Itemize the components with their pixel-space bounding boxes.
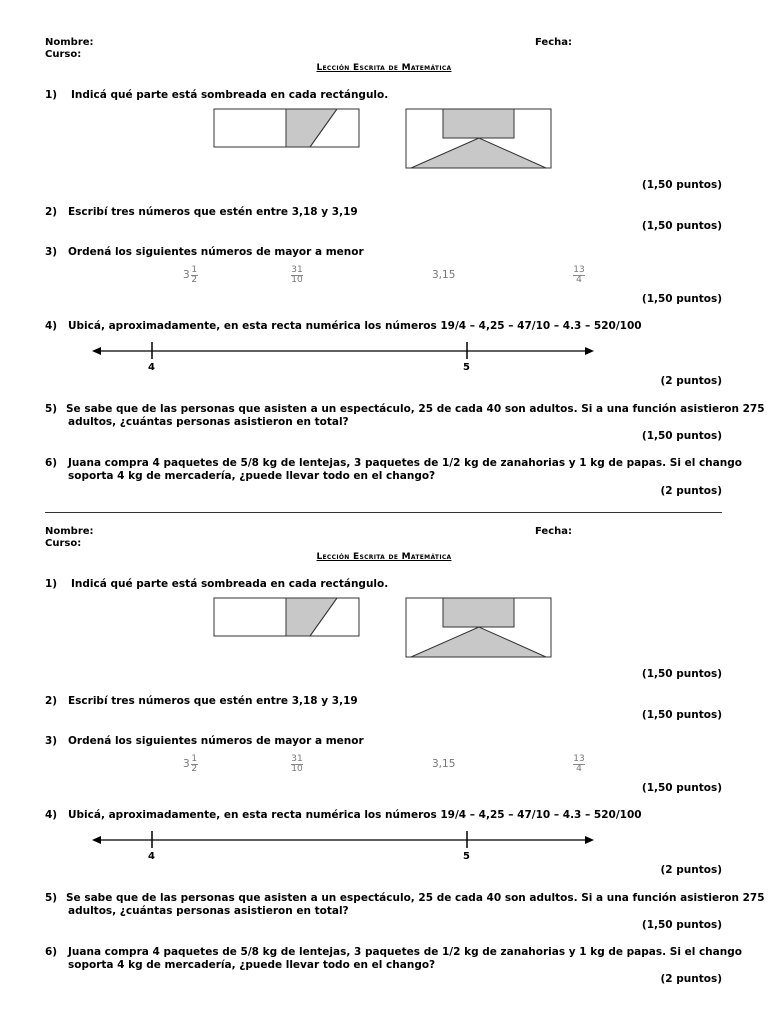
- question-number: 2): [45, 206, 58, 218]
- numerator: 31: [291, 265, 303, 275]
- mixed-number: [183, 266, 198, 285]
- rectangle-figure-1: [213, 108, 361, 150]
- points: (1,50 puntos): [641, 782, 722, 794]
- question-4: [0, 320, 768, 334]
- question-text: Ordená los siguientes números de mayor a menor: [68, 735, 364, 747]
- question-number: 6): [45, 457, 58, 469]
- question-6: [0, 946, 768, 974]
- fraction: [291, 755, 303, 774]
- question-text-line1: Se sabe que de las personas que asisten a un espectáculo, 25 de cada 40 son adultos. Si a una función asistieron 275: [66, 892, 765, 904]
- question-3: [0, 735, 768, 749]
- exam-copy-1: [0, 0, 768, 497]
- rectangle-figure-2: [405, 597, 553, 659]
- numerator: 31: [291, 754, 303, 764]
- question-text: Ubicá, aproximadamente, en esta recta numérica los números 19/4 – 4,25 – 47/10 – 4.3 – 520/100: [68, 320, 642, 332]
- points: (1,50 puntos): [641, 179, 722, 191]
- question-5: [0, 892, 768, 920]
- points: (2 puntos): [660, 485, 722, 497]
- fraction: [573, 266, 585, 285]
- question-text: Indicá qué parte está sombreada en cada rectángulo.: [71, 89, 389, 101]
- points: (2 puntos): [660, 973, 722, 985]
- question-5: [0, 403, 768, 431]
- points: (2 puntos): [660, 375, 722, 387]
- denominator: 10: [291, 275, 303, 285]
- question-text-line1: Se sabe que de las personas que asisten a un espectáculo, 25 de cada 40 son adultos. Si a una función asistieron 275: [66, 403, 765, 415]
- decimal-number: 3,15: [432, 758, 456, 770]
- question-1: [0, 578, 768, 592]
- question-number: 3): [45, 735, 58, 747]
- tick-label-left: 4: [148, 362, 155, 373]
- fraction: [191, 755, 198, 774]
- question-3: [0, 246, 768, 260]
- name-label: Nombre:: [45, 526, 94, 537]
- question-number: 5): [45, 403, 58, 415]
- question-text: Ubicá, aproximadamente, en esta recta numérica los números 19/4 – 4,25 – 47/10 – 4.3 – 520/100: [68, 809, 642, 821]
- date-label: Fecha:: [535, 526, 573, 537]
- denominator: 2: [191, 764, 198, 774]
- number-line: [92, 340, 594, 362]
- question-2: [0, 206, 768, 220]
- question-4: [0, 809, 768, 823]
- question-text: Indicá qué parte está sombreada en cada rectángulo.: [71, 578, 389, 590]
- question-number: 6): [45, 946, 58, 958]
- fraction: [191, 266, 198, 285]
- question-6: [0, 457, 768, 485]
- question-text-line1: Juana compra 4 paquetes de 5/8 kg de lentejas, 3 paquetes de 1/2 kg de zanahorias y 1 kg de papas. Si el chango: [68, 457, 742, 469]
- question-number: 4): [45, 809, 58, 821]
- denominator: 10: [291, 764, 303, 774]
- question-number: 1): [45, 578, 58, 590]
- rectangle-figure-1: [213, 597, 361, 639]
- name-label: Nombre:: [45, 37, 94, 48]
- rectangle-figure-2: [405, 108, 553, 170]
- question-text-line2: adultos, ¿cuántas personas asistieron en total?: [68, 416, 349, 428]
- question-number: 2): [45, 695, 58, 707]
- exam-title: Lección Escrita de Matemática: [316, 63, 452, 73]
- denominator: 4: [576, 764, 582, 774]
- question-text-line2: soporta 4 kg de mercadería, ¿puede llevar todo en el chango?: [68, 470, 436, 482]
- question-2: [0, 695, 768, 709]
- date-label: Fecha:: [535, 37, 573, 48]
- question-text: Escribí tres números que estén entre 3,18 y 3,19: [68, 695, 358, 707]
- decimal-number: 3,15: [432, 269, 456, 281]
- numerator: 1: [191, 265, 198, 275]
- numerator: 13: [573, 265, 585, 275]
- tick-label-left: 4: [148, 851, 155, 862]
- tick-label-right: 5: [463, 362, 470, 373]
- question-number: 4): [45, 320, 58, 332]
- question-text-line2: adultos, ¿cuántas personas asistieron en total?: [68, 905, 349, 917]
- question-1: [0, 89, 768, 103]
- points: (1,50 puntos): [641, 293, 722, 305]
- fraction: [291, 266, 303, 285]
- denominator: 2: [191, 275, 198, 285]
- question-number: 1): [45, 89, 58, 101]
- question-text: Escribí tres números que estén entre 3,18 y 3,19: [68, 206, 358, 218]
- exam-copy-2: [0, 489, 768, 985]
- question-text-line2: soporta 4 kg de mercadería, ¿puede llevar todo en el chango?: [68, 959, 436, 971]
- question-number: 3): [45, 246, 58, 258]
- question-text: Ordená los siguientes números de mayor a menor: [68, 246, 364, 258]
- question-text-line1: Juana compra 4 paquetes de 5/8 kg de lentejas, 3 paquetes de 1/2 kg de zanahorias y 1 kg de papas. Si el chango: [68, 946, 742, 958]
- mixed-number: [183, 755, 198, 774]
- points: (1,50 puntos): [641, 220, 722, 232]
- question-number: 5): [45, 892, 58, 904]
- numerator: 13: [573, 754, 585, 764]
- number-line: [92, 829, 594, 851]
- course-label: Curso:: [45, 49, 82, 60]
- whole-part: 3: [183, 269, 190, 282]
- points: (1,50 puntos): [641, 430, 722, 442]
- course-label: Curso:: [45, 538, 82, 549]
- tick-label-right: 5: [463, 851, 470, 862]
- points: (1,50 puntos): [641, 668, 722, 680]
- exam-title: Lección Escrita de Matemática: [316, 552, 452, 562]
- fraction: [573, 755, 585, 774]
- denominator: 4: [576, 275, 582, 285]
- whole-part: 3: [183, 758, 190, 771]
- points: (2 puntos): [660, 864, 722, 876]
- points: (1,50 puntos): [641, 919, 722, 931]
- points: (1,50 puntos): [641, 709, 722, 721]
- numerator: 1: [191, 754, 198, 764]
